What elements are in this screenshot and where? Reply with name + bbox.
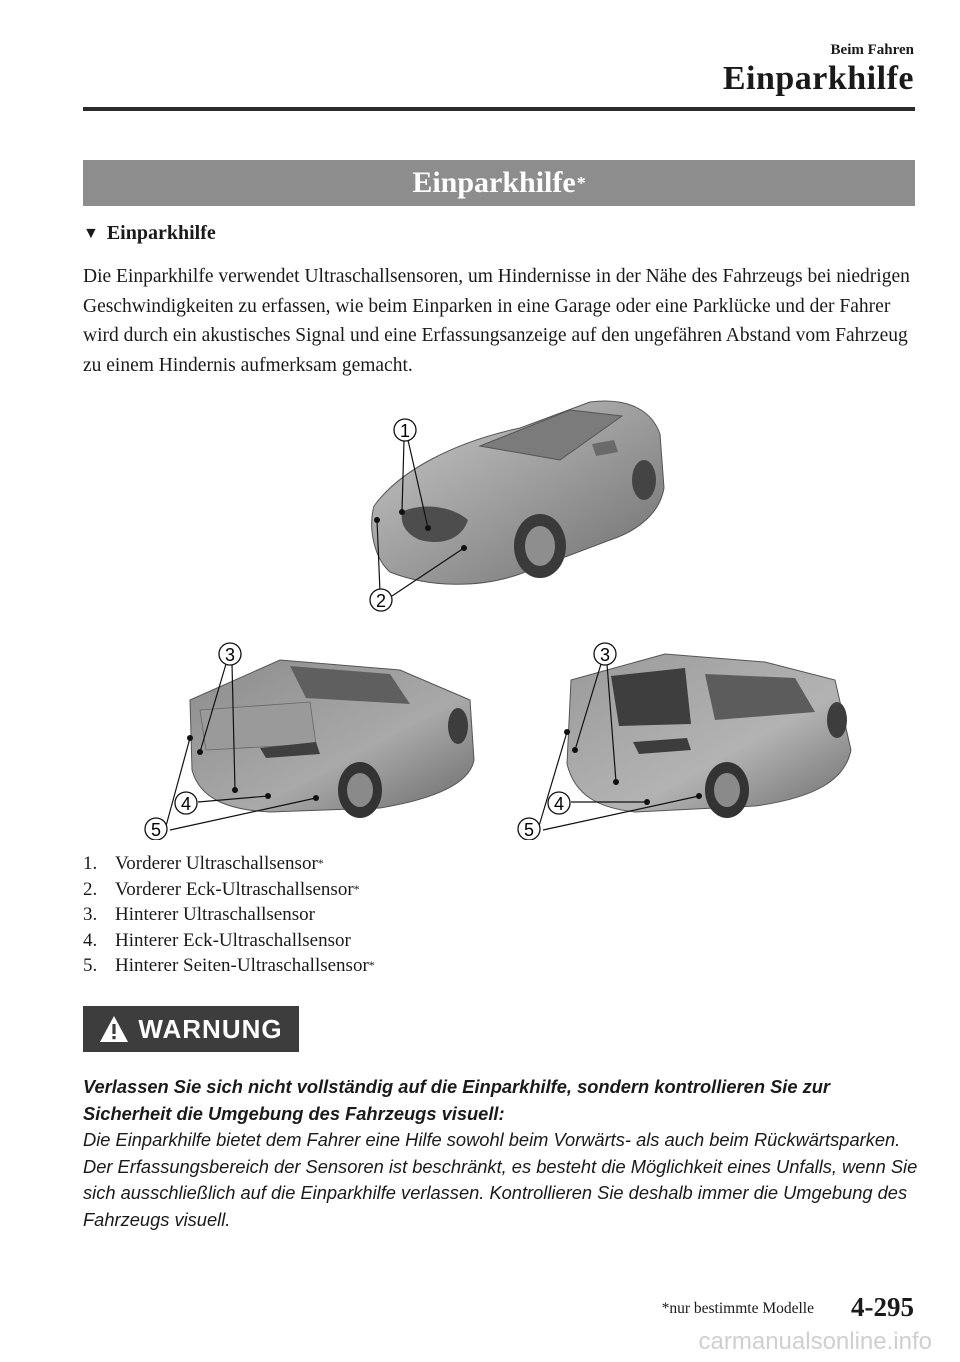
- warning-text: [83, 1074, 923, 1233]
- front-car-illustration: [360, 388, 680, 620]
- legend-item: 3. Hinterer Ultraschallsensor: [83, 904, 315, 925]
- legend-item: 5. Hinterer Seiten-Ultraschallsensor *: [83, 955, 375, 976]
- page-number: 4-295: [851, 1292, 914, 1322]
- banner-title: Einparkhilfe: [412, 166, 576, 199]
- section-heading: [83, 222, 216, 245]
- legend-item: 2. Vorderer Eck-Ultraschallsensor *: [83, 878, 360, 900]
- sedan-trunk: [200, 702, 316, 750]
- rear-hatchback-illustration: [515, 640, 865, 840]
- warning-bold-statement: Verlassen Sie sich nicht vollständig auf die Einparkhilfe, sondern kontrollieren Sie zur Sicherheit die Umgebung des Fahrzeugs visuell:: [83, 1076, 831, 1124]
- warning-triangle-icon: [99, 1015, 129, 1043]
- front-wheel-rim: [525, 526, 555, 566]
- callout-1: 1: [399, 421, 411, 441]
- callout-5: 5: [523, 820, 535, 840]
- triangle-down-icon: ▼: [83, 224, 99, 242]
- callout-3: 3: [224, 645, 236, 665]
- sedan-front-wheel: [448, 708, 468, 744]
- legend-item: 1. Vorderer Ultraschallsensor *: [83, 853, 324, 874]
- warning-label: WARNUNG: [138, 1013, 283, 1044]
- callout-4: 4: [180, 794, 192, 814]
- header-page-title: Einparkhilfe: [722, 60, 914, 97]
- hatch-rear-window: [611, 668, 691, 726]
- warning-body: Die Einparkhilfe bietet dem Fahrer eine Hilfe sowohl beim Vorwärts- als auch beim Rückwärtsparken. Der Erfassungsbereich der Sensoren ist beschränkt, es besteht die Möglichkeit eines Unfalls, wenn Sie sich ausschließlich auf die Einparkhilfe verlassen. Kontrollieren Sie deshalb immer die Umgebung des Fahrzeugs visuell.: [83, 1129, 918, 1230]
- rear-sedan-illustration: [140, 640, 490, 840]
- header-section-label: Beim Fahren: [830, 42, 914, 58]
- hatch-front-wheel: [827, 702, 847, 738]
- watermark: carmanualsonline.info: [698, 1328, 932, 1355]
- section-banner: [83, 160, 915, 206]
- callout-4: 4: [553, 794, 565, 814]
- legend-item: 4. Hinterer Eck-Ultraschallsensor: [83, 929, 351, 951]
- callout-5: 5: [150, 820, 162, 840]
- section-heading-text: Einparkhilfe: [106, 222, 216, 244]
- callout-2: 2: [375, 591, 387, 611]
- rear-wheel: [632, 460, 656, 500]
- warning-label-box: [83, 1006, 299, 1052]
- intro-paragraph: Die Einparkhilfe verwendet Ultraschallsensoren, um Hindernisse in der Nähe des Fahrzeugs bei niedrigen Geschwindigkeiten zu erfassen, wie beim Einparken in eine Garage oder eine Parklücke und der Fahrer wird durch ein akustisches Signal und eine Erfassungsanzeige auf den ungefähren Abstand vom Fahrzeug zu einem Hindernis aufmerksam gemacht.: [83, 266, 910, 376]
- sensor-legend: [83, 851, 375, 979]
- header-rule: [83, 107, 915, 111]
- callout-3: 3: [599, 645, 611, 665]
- banner-asterisk: *: [576, 172, 586, 193]
- footer-note: *nur bestimmte Modelle: [661, 1300, 814, 1317]
